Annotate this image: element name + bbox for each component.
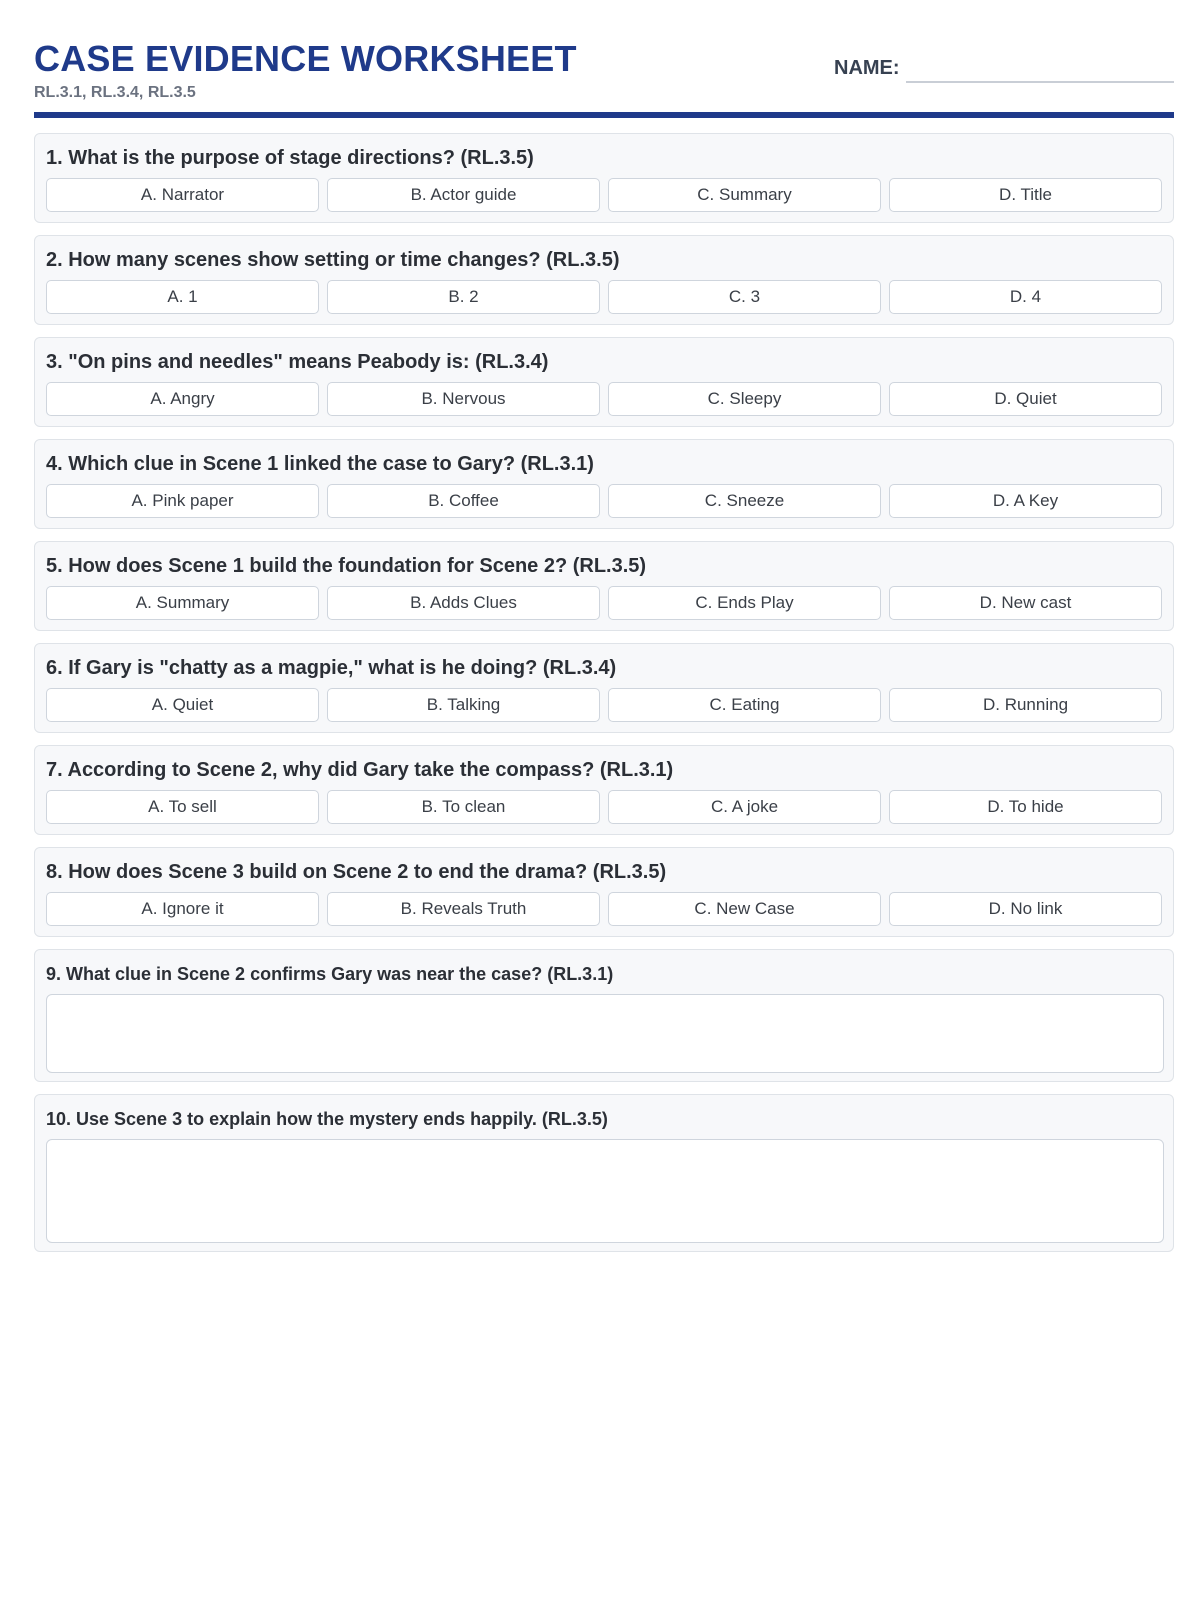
answer-options xyxy=(46,280,1162,314)
question-8 xyxy=(34,847,1174,937)
question-1 xyxy=(34,133,1174,223)
option-b[interactable]: B. Coffee xyxy=(327,484,600,518)
question-4 xyxy=(34,439,1174,529)
option-a[interactable]: A. Pink paper xyxy=(46,484,319,518)
answer-options xyxy=(46,382,1162,416)
option-b[interactable]: B. Nervous xyxy=(327,382,600,416)
option-a[interactable]: A. Summary xyxy=(46,586,319,620)
worksheet-header xyxy=(34,34,1174,116)
question-list xyxy=(34,133,1174,1264)
answer-options xyxy=(46,178,1162,212)
header-divider xyxy=(34,112,1174,118)
question-text: 1. What is the purpose of stage directions? (RL.3.5) xyxy=(46,147,534,169)
option-d[interactable]: D. Running xyxy=(889,688,1162,722)
option-d[interactable]: D. Title xyxy=(889,178,1162,212)
answer-options xyxy=(46,790,1162,824)
option-d[interactable]: D. A Key xyxy=(889,484,1162,518)
option-d[interactable]: D. Quiet xyxy=(889,382,1162,416)
option-b[interactable]: B. Actor guide xyxy=(327,178,600,212)
option-d[interactable]: D. 4 xyxy=(889,280,1162,314)
answer-options xyxy=(46,688,1162,722)
option-c[interactable]: C. Sleepy xyxy=(608,382,881,416)
option-b[interactable]: B. 2 xyxy=(327,280,600,314)
answer-textarea[interactable] xyxy=(46,1139,1164,1243)
option-a[interactable]: A. Angry xyxy=(46,382,319,416)
question-text: 8. How does Scene 3 build on Scene 2 to end the drama? (RL.3.5) xyxy=(46,861,667,883)
answer-textarea[interactable] xyxy=(46,994,1164,1073)
option-c[interactable]: C. New Case xyxy=(608,892,881,926)
option-d[interactable]: D. No link xyxy=(889,892,1162,926)
question-9 xyxy=(34,949,1174,1082)
option-a[interactable]: A. Quiet xyxy=(46,688,319,722)
option-c[interactable]: C. Summary xyxy=(608,178,881,212)
question-2 xyxy=(34,235,1174,325)
question-7 xyxy=(34,745,1174,835)
option-c[interactable]: C. Ends Play xyxy=(608,586,881,620)
option-c[interactable]: C. Eating xyxy=(608,688,881,722)
question-text: 9. What clue in Scene 2 confirms Gary was near the case? (RL.3.1) xyxy=(46,964,614,984)
option-c[interactable]: C. Sneeze xyxy=(608,484,881,518)
option-b[interactable]: B. To clean xyxy=(327,790,600,824)
name-field[interactable] xyxy=(906,81,1174,83)
question-text: 10. Use Scene 3 to explain how the mystery ends happily. (RL.3.5) xyxy=(46,1109,608,1129)
option-a[interactable]: A. Narrator xyxy=(46,178,319,212)
question-text: 2. How many scenes show setting or time changes? (RL.3.5) xyxy=(46,249,620,271)
option-b[interactable]: B. Adds Clues xyxy=(327,586,600,620)
question-text: 6. If Gary is "chatty as a magpie," what is he doing? (RL.3.4) xyxy=(46,657,617,679)
question-text: 3. "On pins and needles" means Peabody is: (RL.3.4) xyxy=(46,351,549,373)
page-title: CASE EVIDENCE WORKSHEET xyxy=(34,38,577,79)
option-d[interactable]: D. New cast xyxy=(889,586,1162,620)
question-6 xyxy=(34,643,1174,733)
name-label: NAME: xyxy=(834,57,900,79)
option-d[interactable]: D. To hide xyxy=(889,790,1162,824)
standards-subtitle: RL.3.1, RL.3.4, RL.3.5 xyxy=(34,84,196,101)
question-3 xyxy=(34,337,1174,427)
answer-options xyxy=(46,892,1162,926)
option-b[interactable]: B. Talking xyxy=(327,688,600,722)
option-b[interactable]: B. Reveals Truth xyxy=(327,892,600,926)
option-a[interactable]: A. Ignore it xyxy=(46,892,319,926)
option-a[interactable]: A. 1 xyxy=(46,280,319,314)
question-10 xyxy=(34,1094,1174,1252)
question-text: 4. Which clue in Scene 1 linked the case to Gary? (RL.3.1) xyxy=(46,453,594,475)
option-c[interactable]: C. 3 xyxy=(608,280,881,314)
answer-options xyxy=(46,484,1162,518)
question-5 xyxy=(34,541,1174,631)
answer-options xyxy=(46,586,1162,620)
question-text: 7. According to Scene 2, why did Gary take the compass? (RL.3.1) xyxy=(46,759,674,781)
option-a[interactable]: A. To sell xyxy=(46,790,319,824)
question-text: 5. How does Scene 1 build the foundation for Scene 2? (RL.3.5) xyxy=(46,555,647,577)
option-c[interactable]: C. A joke xyxy=(608,790,881,824)
